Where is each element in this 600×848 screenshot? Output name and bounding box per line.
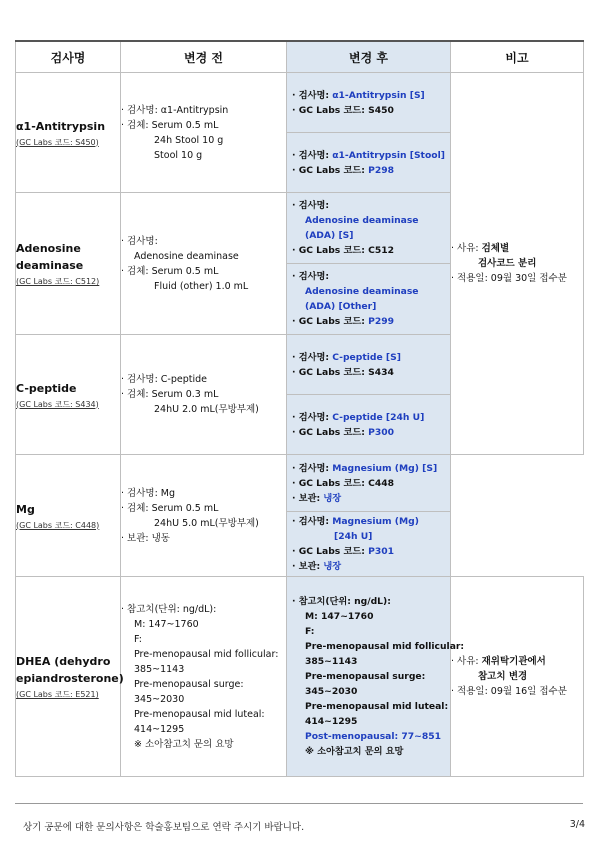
before-line: · 검체: Serum 0.5 mL bbox=[121, 265, 219, 277]
after-line: 414~1295 bbox=[305, 716, 358, 727]
test-name-cell bbox=[16, 455, 121, 577]
test-name: epiandrosterone) bbox=[16, 672, 124, 685]
after-line: · GC Labs 코드: P298 bbox=[292, 164, 395, 176]
header-row bbox=[16, 41, 584, 73]
test-name-cell bbox=[16, 73, 121, 193]
header-after: 변경 후 bbox=[287, 41, 451, 73]
before-line: ※ 소아참고치 문의 요망 bbox=[134, 738, 234, 750]
after-line: · GC Labs 코드: S450 bbox=[292, 104, 394, 116]
after-line: 385~1143 bbox=[305, 656, 358, 667]
after-line: · 검사명: Magnesium (Mg) bbox=[292, 516, 419, 527]
after-line: Post-menopausal: 77~851 bbox=[305, 731, 442, 742]
after-line: · GC Labs 코드: C448 bbox=[292, 477, 395, 489]
before-line: Fluid (other) 1.0 mL bbox=[154, 280, 249, 292]
note-reason-2: 검사코드 분리 bbox=[478, 258, 537, 269]
test-code: (GC Labs 코드: S434) bbox=[16, 399, 99, 409]
before-line: · 검체: Serum 0.5 mL bbox=[121, 502, 219, 514]
after-line: · 검사명: α1-Antitrypsin [S] bbox=[292, 89, 425, 101]
before-line: M: 147~1760 bbox=[134, 618, 199, 630]
before-line: 24hU 5.0 mL(무방부제) bbox=[154, 517, 259, 529]
after-line: F: bbox=[305, 626, 315, 637]
before-line: 24h Stool 10 g bbox=[154, 134, 224, 146]
changes-table bbox=[15, 40, 584, 777]
page-number: 3/4 bbox=[569, 819, 585, 830]
after-line: · 검사명: bbox=[292, 271, 329, 282]
after-line: · 검사명: Magnesium (Mg) [S] bbox=[292, 462, 438, 474]
after-line: (ADA) [S] bbox=[305, 230, 354, 241]
after-line: · GC Labs 코드: P300 bbox=[292, 426, 395, 438]
table-row bbox=[16, 455, 584, 512]
after-cell bbox=[287, 193, 451, 264]
after-line: M: 147~1760 bbox=[305, 611, 374, 622]
before-line: · 검사명: α1-Antitrypsin bbox=[121, 104, 229, 116]
test-name: α1-Antitrypsin bbox=[16, 119, 106, 133]
after-cell bbox=[287, 264, 451, 335]
note-reason-2: 참고치 변경 bbox=[478, 671, 528, 682]
before-cell bbox=[121, 335, 287, 455]
before-cell bbox=[121, 455, 287, 577]
test-code: (GC Labs 코드: C448) bbox=[16, 520, 100, 530]
before-line: F: bbox=[134, 633, 142, 645]
before-line: · 검체: Serum 0.3 mL bbox=[121, 389, 219, 400]
after-line: · GC Labs 코드: P299 bbox=[292, 316, 395, 327]
before-cell bbox=[121, 73, 287, 193]
after-line: · GC Labs 코드: C512 bbox=[292, 245, 395, 256]
after-line: (ADA) [Other] bbox=[305, 301, 377, 312]
before-line: · 검사명: bbox=[121, 235, 158, 247]
after-cell bbox=[287, 512, 451, 577]
after-line: Adenosine deaminase bbox=[305, 286, 419, 297]
note-cell bbox=[451, 577, 584, 777]
after-line: · 검사명: α1-Antitrypsin [Stool] bbox=[292, 149, 445, 161]
footer-divider bbox=[15, 803, 583, 804]
test-name-cell bbox=[16, 577, 124, 777]
after-line: · 참고치(단위: ng/dL): bbox=[292, 596, 391, 607]
after-cell bbox=[287, 73, 451, 133]
after-cell bbox=[287, 133, 451, 193]
test-name: deaminase bbox=[16, 259, 84, 272]
after-line: Pre-menopausal surge: bbox=[305, 671, 426, 682]
before-cell bbox=[121, 577, 287, 777]
before-cell bbox=[121, 193, 287, 335]
before-line: Pre-menopausal surge: bbox=[134, 678, 244, 690]
before-line: Adenosine deaminase bbox=[134, 250, 239, 262]
note-date: · 적용일: 09월 16일 접수분 bbox=[451, 686, 567, 697]
after-line: · GC Labs 코드: S434 bbox=[292, 366, 394, 378]
after-line: · 검사명: C-peptide [24h U] bbox=[292, 411, 425, 423]
table-row bbox=[16, 73, 584, 133]
before-line: · 검사명: Mg bbox=[121, 487, 176, 499]
before-line: 414~1295 bbox=[134, 723, 185, 735]
after-line: ※ 소아참고치 문의 요망 bbox=[305, 746, 404, 757]
test-name: C-peptide bbox=[16, 381, 77, 395]
test-code: (GC Labs 코드: S450) bbox=[16, 137, 99, 147]
after-line: 345~2030 bbox=[305, 686, 358, 697]
before-line: 345~2030 bbox=[134, 693, 185, 705]
after-line: · 검사명: C-peptide [S] bbox=[292, 351, 401, 363]
after-cell bbox=[287, 395, 451, 455]
header-note: 비고 bbox=[451, 41, 584, 73]
before-line: · 참고치(단위: ng/dL): bbox=[121, 603, 217, 615]
note-reason: · 사유: 재위탁기관에서 bbox=[451, 656, 546, 667]
footer-text: 상기 공문에 대한 문의사항은 학술홍보팀으로 연락 주시기 바랍니다. bbox=[23, 822, 305, 833]
header-before: 변경 전 bbox=[121, 41, 287, 73]
before-line: · 검사명: C-peptide bbox=[121, 374, 207, 385]
after-line: Pre-menopausal mid follicular: bbox=[305, 641, 465, 652]
before-line: Pre-menopausal mid luteal: bbox=[134, 708, 265, 720]
note-reason: · 사유: 검체별 bbox=[451, 243, 510, 254]
note-date: · 적용일: 09월 30일 접수분 bbox=[451, 273, 567, 284]
note-cell bbox=[451, 73, 584, 455]
header-test-name: 검사명 bbox=[16, 41, 121, 73]
after-line: Adenosine deaminase bbox=[305, 215, 419, 226]
after-line: · 보관: 냉장 bbox=[292, 561, 342, 572]
test-code: (GC Labs 코드: E521) bbox=[16, 690, 99, 699]
before-line: Stool 10 g bbox=[154, 149, 203, 161]
after-cell bbox=[287, 577, 465, 777]
table-row bbox=[16, 577, 584, 777]
after-line: · 검사명: bbox=[292, 200, 329, 211]
after-line: · 보관: 냉장 bbox=[292, 492, 342, 504]
before-line: 24hU 2.0 mL(무방부제) bbox=[154, 404, 259, 415]
after-line: Pre-menopausal mid luteal: bbox=[305, 701, 449, 712]
before-line: Pre-menopausal mid follicular: bbox=[134, 648, 279, 660]
test-name: Mg bbox=[16, 502, 35, 516]
after-cell bbox=[287, 455, 451, 512]
test-name-cell bbox=[16, 335, 121, 455]
before-line: · 보관: 냉동 bbox=[121, 532, 170, 544]
test-code: (GC Labs 코드: C512) bbox=[16, 277, 100, 286]
test-name: Adenosine bbox=[16, 242, 81, 255]
after-line: · GC Labs 코드: P301 bbox=[292, 546, 395, 557]
test-name-cell bbox=[16, 193, 121, 335]
test-name: DHEA (dehydro bbox=[16, 655, 111, 668]
after-line: [24h U] bbox=[334, 531, 373, 542]
before-line: 385~1143 bbox=[134, 663, 185, 675]
before-line: · 검체: Serum 0.5 mL bbox=[121, 119, 219, 131]
after-cell bbox=[287, 335, 451, 395]
